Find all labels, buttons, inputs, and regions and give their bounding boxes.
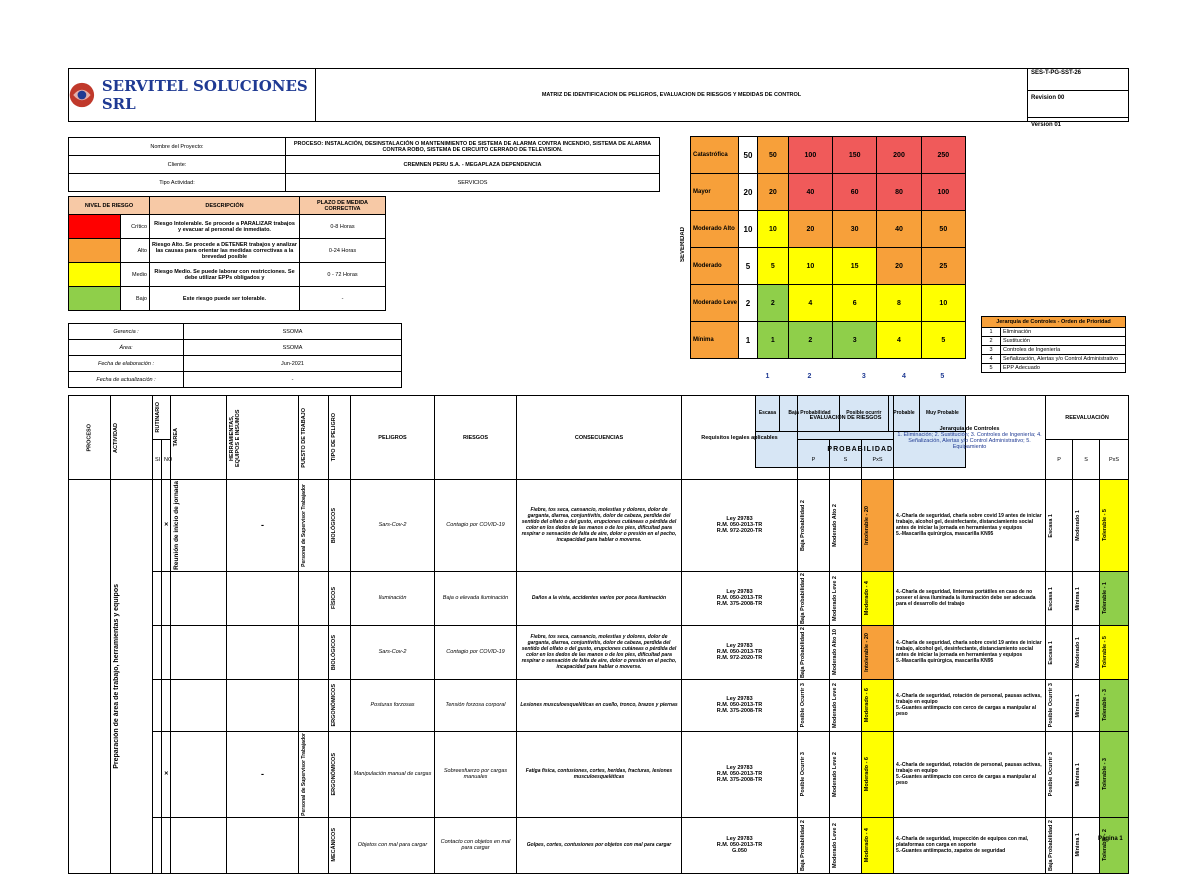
herramientas-cell: [227, 571, 299, 625]
eval-pxs-cell: Intolerable - 20: [864, 506, 870, 545]
matrix-cell: 150: [833, 137, 877, 174]
matrix-cell: 3: [833, 322, 877, 359]
legend-color-alto: [69, 239, 121, 263]
tarea-cell: Reunión de inicio de jornada: [173, 481, 180, 570]
matrix-row: [691, 137, 966, 174]
prob-num-5: 5: [919, 359, 965, 395]
activity-type-label: Tipo Actividad:: [69, 174, 286, 192]
legend-header-term: PLAZO DE MEDIDA CORRECTIVA: [300, 197, 386, 215]
control-cell: 4.-Charla de seguridad, charla sobre covid 19 antes de iniciar trabajo, alcohol gel, desinfectante, distanciamiento social antes de iniciar la jornada en herramientas y equipos 5.-Mascarilla quirúrgica, mascarilla KN95: [894, 625, 1046, 679]
col-reevaluacion: REEVALUACIÓN: [1046, 396, 1129, 440]
matrix-cell: 8: [877, 285, 921, 322]
legend-level-bajo: Bajo: [121, 287, 150, 311]
legend-level-medio: Medio: [121, 263, 150, 287]
matrix-row: [691, 174, 966, 211]
client-label: Cliente:: [69, 156, 286, 174]
legend-header-desc: DESCRIPCIÓN: [150, 197, 300, 215]
consecuencias-cell: Fiebre, tos seca, cansancio, molestias y dolores, dolor de garganta, diarrea, conjuntivitis, dolor de cabeza, perdida del sentido del olfato o del gusto, erupciones cutáneas o pérdida del color en los dedos de las manos o de los pies, dificultad para respirar o sensación de falta de aire, dolor o presión en el pecho, incapacidad para hablar o moverse.: [517, 625, 682, 679]
logo-box: [68, 68, 316, 122]
table-row: [69, 480, 1129, 572]
matrix-cell: 100: [788, 137, 832, 174]
severity-value: 1: [739, 322, 758, 359]
riesgo-cell: Tensión forzosa corporal: [435, 679, 517, 731]
rutinario-si: [153, 480, 162, 572]
eval-p-cell: Posible Ocurrir 3: [800, 683, 806, 728]
tipo-peligro-cell: ERGONÓMICOS: [331, 753, 337, 796]
prob-num-2: 2: [780, 359, 839, 395]
col-eval-p: P: [798, 440, 830, 480]
matrix-cell: 2: [758, 285, 789, 322]
fecha-actualizacion-value: -: [184, 372, 402, 388]
legend-desc-critico: Riesgo Intolerable. Se procede a PARALIZAR trabajos y evacuar al personal de inmediato.: [150, 215, 300, 239]
gerencia-value: SSOMA: [184, 324, 402, 340]
matrix-cell: 50: [758, 137, 789, 174]
reeval-pxs-cell: Tolerable - 3: [1102, 689, 1109, 722]
severity-axis-label: SEVERIDAD: [680, 226, 686, 262]
matrix-cell: 20: [788, 211, 832, 248]
peligro-cell: Sars-Cov-2: [351, 480, 435, 572]
col-no: NO: [162, 440, 171, 480]
matrix-cell: 40: [788, 174, 832, 211]
reeval-p-cell: Posible Ocurrir 3: [1048, 683, 1055, 728]
fecha-elaboracion-value: Jun-2021: [184, 356, 402, 372]
reeval-s-cell: Moderado 1: [1075, 636, 1082, 668]
eval-s-cell: Moderado Alto 2: [832, 503, 838, 547]
severity-label: Mínima: [691, 322, 739, 359]
matrix-row: [691, 322, 966, 359]
rutinario-no: [162, 679, 171, 731]
riesgo-cell: Sobreesfuerzo por cargas manuales: [435, 731, 517, 817]
matrix-cell: 15: [833, 248, 877, 285]
doc-revision: Revision 00: [1028, 91, 1129, 118]
eval-pxs-cell: Intolerable - 20: [864, 633, 870, 672]
col-jerarquia: [894, 396, 1046, 480]
eval-pxs-cell: Moderado - 6: [864, 757, 870, 792]
client-value: CREMNEN PERU S.A. - MEGAPLAZA DEPENDENCIA: [286, 156, 660, 174]
rutinario-si: [153, 625, 162, 679]
reeval-p-cell: Escasa 1: [1048, 586, 1055, 611]
rutinario-no: [162, 817, 171, 873]
fecha-actualizacion-label: Fecha de actualización :: [69, 372, 184, 388]
prob-label-5: Muy Probable: [919, 395, 965, 431]
matrix-cell: 80: [877, 174, 921, 211]
hierarchy-num-3: 3: [982, 346, 1001, 355]
matrix-cell: 5: [758, 248, 789, 285]
table-row: [69, 679, 1129, 731]
matrix-cell: 1: [758, 322, 789, 359]
table-row: [69, 571, 1129, 625]
riesgo-cell: Contacto con objetos en mal para cargar: [435, 817, 517, 873]
hierarchy-item-1: Eliminación: [1001, 328, 1126, 337]
eval-p-cell: Baja Probabilidad 2: [800, 572, 806, 624]
matrix-cell: 250: [921, 137, 965, 174]
prob-num-3: 3: [839, 359, 889, 395]
col-proceso: PROCESO: [86, 423, 93, 452]
eval-pxs-cell: Moderado - 6: [864, 688, 870, 723]
matrix-cell: 10: [921, 285, 965, 322]
company-logo-icon: [68, 79, 96, 111]
prob-label-1: Escasa: [755, 395, 780, 431]
col-reeval-p: P: [1046, 440, 1073, 480]
requisitos-cell: Ley 29783 R.M. 050-2013-TR R.M. 375-2008-TR: [682, 731, 798, 817]
project-info: [68, 137, 660, 192]
requisitos-cell: Ley 29783 R.M. 050-2013-TR R.M. 375-2008-TR: [682, 571, 798, 625]
riesgo-cell: Contagio por COVID-19: [435, 625, 517, 679]
legend-header-level: NIVEL DE RIESGO: [69, 197, 150, 215]
col-rutinario: RUTINARIO: [155, 402, 161, 433]
severity-value: 2: [739, 285, 758, 322]
rutinario-no: [162, 625, 171, 679]
legend-desc-alto: Riesgo Alto. Se procede a DETENER trabajos y analizar las causas para orientar las medidas correctivas a la brevedad posible: [150, 239, 300, 263]
rutinario-si: [153, 731, 162, 817]
col-reeval-pxs: PxS: [1100, 440, 1129, 480]
peligro-cell: Posturas forzosas: [351, 679, 435, 731]
severity-value: 5: [739, 248, 758, 285]
requisitos-cell: Ley 29783 R.M. 050-2013-TR G.050: [682, 817, 798, 873]
eval-s-cell: Moderado Leve 2: [832, 682, 838, 728]
page-number: Página 1: [1098, 836, 1123, 842]
consecuencias-cell: Daños a la vista, accidentes varios por poca iluminación: [517, 571, 682, 625]
reeval-s-cell: Mínima 1: [1075, 586, 1082, 611]
prob-num-1: 1: [755, 359, 780, 395]
matrix-row: [691, 248, 966, 285]
col-peligros: PELIGROS: [351, 396, 435, 480]
legend-term-bajo: -: [300, 287, 386, 311]
doc-code-box: [1027, 68, 1129, 128]
reeval-s-cell: Moderado 1: [1075, 509, 1082, 541]
consecuencias-cell: Lesiones musculoesqueléticas en cuello, tronco, brazos y piernas: [517, 679, 682, 731]
rutinario-si: [153, 571, 162, 625]
riesgo-cell: Contagio por COVID-19: [435, 480, 517, 572]
col-herramientas: HERRAMIENTAS, EQUIPOS E INSUMOS: [229, 408, 241, 467]
control-cell: 4.-Charla de seguridad, inspección de equipos con mal, plataformas con carga en soporte 5.-Guantes antiimpacto, zapatos de seguridad: [894, 817, 1046, 873]
matrix-cell: 2: [788, 322, 832, 359]
tipo-peligro-cell: BIOLÓGICOS: [331, 507, 337, 543]
probability-axis-label: PROBABILIDAD: [755, 431, 966, 467]
matrix-cell: 20: [877, 248, 921, 285]
rutinario-si: [153, 679, 162, 731]
puesto-cell: Personal de Supervisor Trabajador: [301, 484, 307, 567]
reeval-pxs-cell: Tolerable - 2: [1102, 829, 1109, 862]
peligro-cell: Manipulación manual de cargas: [351, 731, 435, 817]
col-puesto: PUESTO DE TRABAJO: [301, 407, 307, 468]
eval-p-cell: Baja Probabilidad 2: [800, 499, 806, 551]
col-eval-pxs: PxS: [862, 440, 894, 480]
reeval-p-cell: Escasa 1: [1048, 513, 1055, 538]
col-si: SI: [153, 440, 162, 480]
severity-label: Catastrófica: [691, 137, 739, 174]
area-label: Área:: [69, 340, 184, 356]
hierarchy-num-1: 1: [982, 328, 1001, 337]
reeval-pxs-cell: Tolerable - 1: [1102, 582, 1109, 615]
eval-p-cell: Baja Probabilidad 2: [800, 626, 806, 678]
matrix-cell: 20: [758, 174, 789, 211]
reeval-s-cell: Mínima 1: [1075, 693, 1082, 718]
hierarchy-num-5: 5: [982, 364, 1001, 373]
consecuencias-cell: Fiebre, tos seca, cansancio, molestias y dolores, dolor de garganta, diarrea, conjuntivitis, dolor de cabeza, perdida del sentido del olfato o del gusto, erupciones cutáneas o pérdida del color en los dedos de las manos o de los pies, dificultad para respirar o sensación de falta de aire, dolor o presión en el pecho, incapacidad para hablar o moverse.: [517, 480, 682, 572]
document-title: MATRIZ DE IDENTIFICACION DE PELIGROS, EVALUACION DE RIESGOS Y MEDIDAS DE CONTROL: [541, 91, 802, 98]
matrix-cell: 6: [833, 285, 877, 322]
eval-s-cell: Moderado Alto 10: [832, 629, 838, 676]
tipo-peligro-cell: ERGONÓMICOS: [331, 684, 337, 727]
herramientas-cell: [227, 679, 299, 731]
control-hierarchy-legend: [981, 316, 1126, 373]
matrix-cell: 4: [788, 285, 832, 322]
table-row: [69, 731, 1129, 817]
severity-label: Moderado Alto: [691, 211, 739, 248]
eval-p-cell: Baja Probabilidad 2: [800, 819, 806, 871]
prob-label-4: Probable: [889, 395, 920, 431]
rutinario-no: ✕: [162, 731, 171, 817]
hierarchy-title: Jerarquía de Controles - Orden de Prioridad: [982, 317, 1126, 328]
control-cell: 4.-Charla de seguridad, charla sobre covid 19 antes de iniciar trabajo, alcohol gel, desinfectante, distanciamiento social antes de iniciar la jornada en herramientas y equipos 5.-Mascarilla quirúrgica, mascarilla KN95: [894, 480, 1046, 572]
gerencia-label: Gerencia :: [69, 324, 184, 340]
peligro-cell: Sars-Cov-2: [351, 625, 435, 679]
meta-fields: [68, 323, 402, 388]
col-requisitos: Requisitos legales aplicables: [682, 396, 798, 480]
legend-term-critico: 0-8 Horas: [300, 215, 386, 239]
col-consecuencias: CONSECUENCIAS: [517, 396, 682, 480]
matrix-cell: 25: [921, 248, 965, 285]
severity-label: Moderado Leve: [691, 285, 739, 322]
requisitos-cell: Ley 29783 R.M. 050-2013-TR R.M. 972-2020-TR: [682, 480, 798, 572]
control-cell: 4.-Charla de seguridad, linternas portátiles en caso de no poseer el área iluminada la iluminación debe ser adecuada para el desarrollo del trabajo: [894, 571, 1046, 625]
col-jerarquia-sub: 1. Eliminación; 2. Sustitución; 3. Controles de Ingeniería; 4. Señalización, Alertas y/o Control Administrativo; 5. Equipamiento: [897, 431, 1042, 450]
reeval-p-cell: Baja Probabilidad 2: [1048, 819, 1055, 871]
prob-label-3: Posible ocurrir: [839, 395, 889, 431]
col-reeval-s: S: [1073, 440, 1100, 480]
matrix-cell: 200: [877, 137, 921, 174]
requisitos-cell: Ley 29783 R.M. 050-2013-TR R.M. 972-2020-TR: [682, 625, 798, 679]
table-row: [69, 817, 1129, 873]
consecuencias-cell: Fatiga física, contusiones, cortes, heridas, fracturas, lesiones musculoesqueléticas: [517, 731, 682, 817]
col-evaluacion: EVALUACIÓN DE RIESGOS: [798, 396, 894, 440]
matrix-cell: 100: [921, 174, 965, 211]
tipo-peligro-cell: MECÁNICOS: [331, 828, 337, 863]
col-actividad: ACTIVIDAD: [113, 422, 119, 453]
severity-label: Moderado: [691, 248, 739, 285]
consecuencias-cell: Golpes, cortes, contusiones por objetos con mal para cargar: [517, 817, 682, 873]
legend-desc-bajo: Este riesgo puede ser tolerable.: [150, 287, 300, 311]
matrix-cell: 50: [921, 211, 965, 248]
matrix-cell: 60: [833, 174, 877, 211]
reeval-pxs-cell: Tolerable - 5: [1102, 636, 1109, 669]
eval-s-cell: Moderado Leve 2: [832, 751, 838, 797]
col-eval-s: S: [830, 440, 862, 480]
doc-code: SES-T-PG-SST-26: [1028, 68, 1129, 91]
eval-s-cell: Moderado Leve 2: [832, 822, 838, 868]
eval-p-cell: Posible Ocurrir 3: [800, 752, 806, 797]
actividad-cell: Preparación de área de trabajo, herramientas y equipos: [113, 583, 120, 769]
col-riesgos: RIESGOS: [435, 396, 517, 480]
matrix-row: [691, 211, 966, 248]
peligro-cell: Iluminación: [351, 571, 435, 625]
rutinario-no: [162, 571, 171, 625]
tipo-peligro-cell: FÍSICOS: [331, 587, 337, 610]
hierarchy-item-4: Señalización, Alertas y/o Control Administrativo: [1001, 355, 1126, 364]
matrix-cell: 5: [921, 322, 965, 359]
prob-num-4: 4: [889, 359, 920, 395]
herramientas-cell: [227, 625, 299, 679]
legend-desc-medio: Riesgo Medio. Se puede laborar con restricciones. Se debe utilizar EPPs obligados y: [150, 263, 300, 287]
matrix-cell: 4: [877, 322, 921, 359]
legend-color-medio: [69, 263, 121, 287]
hierarchy-item-3: Controles de Ingeniería: [1001, 346, 1126, 355]
area-value: SSOMA: [184, 340, 402, 356]
col-tarea: TAREA: [173, 428, 179, 447]
reeval-s-cell: Mínima 1: [1075, 833, 1082, 858]
matrix-cell: 30: [833, 211, 877, 248]
risk-legend: [68, 196, 386, 311]
herramientas-cell: [227, 817, 299, 873]
legend-level-critico: Crítico: [121, 215, 150, 239]
legend-level-alto: Alto: [121, 239, 150, 263]
matrix-cell: 40: [877, 211, 921, 248]
herramientas-cell: -: [227, 480, 299, 572]
proceso-cell: [69, 480, 111, 874]
severity-label: Mayor: [691, 174, 739, 211]
col-tipo-peligro: TIPO DE PELIGRO: [331, 413, 337, 462]
reeval-s-cell: Mínima 1: [1075, 762, 1082, 787]
control-cell: 4.-Charla de seguridad, rotación de personal, pausas activas, trabajo en equipo 5.-Guantes antiimpacto con cerco de cargas a manipular al peso: [894, 731, 1046, 817]
col-jerarquia-title: Jerarquía de Controles: [939, 425, 1000, 432]
project-name-value: PROCESO: INSTALACIÓN, DESINSTALACIÓN O MANTENIMIENTO DE SISTEMA DE ALARMA CONTRA INCENDIO, SISTEMA DE ALARMA CONTRA ROBO, SISTEMA DE CIRCUITO CERRADO DE TELEVISION.: [286, 138, 660, 156]
tipo-peligro-cell: BIOLÓGICOS: [331, 634, 337, 670]
hierarchy-num-4: 4: [982, 355, 1001, 364]
riesgo-cell: Baja o elevada iluminación: [435, 571, 517, 625]
reeval-p-cell: Posible Ocurrir 3: [1048, 752, 1055, 797]
rutinario-no: ✕: [162, 480, 171, 572]
rutinario-si: [153, 817, 162, 873]
table-row: [69, 625, 1129, 679]
matrix-cell: 10: [788, 248, 832, 285]
requisitos-cell: Ley 29783 R.M. 050-2013-TR R.M. 375-2008-TR: [682, 679, 798, 731]
eval-pxs-cell: Moderado - 4: [864, 828, 870, 863]
doc-version: Version 01: [1031, 122, 1062, 128]
control-cell: 4.-Charla de seguridad, rotación de personal, pausas activas, trabajo en equipo 5.-Guantes antiimpacto con cerco de cargas a manipular al peso: [894, 679, 1046, 731]
severity-value: 50: [739, 137, 758, 174]
peligro-cell: Objetos con mal para cargar: [351, 817, 435, 873]
severity-value: 20: [739, 174, 758, 211]
legend-color-bajo: [69, 287, 121, 311]
severity-value: 10: [739, 211, 758, 248]
puesto-cell: Personal de Supervisor Trabajador: [301, 732, 307, 816]
prob-label-2: Baja Probabilidad: [780, 395, 839, 431]
reeval-pxs-cell: Tolerable - 3: [1102, 758, 1109, 791]
activity-type-value: SERVICIOS: [286, 174, 660, 192]
matrix-row: [691, 285, 966, 322]
reeval-p-cell: Escasa 1: [1048, 640, 1055, 665]
project-name-label: Nombre del Proyecto:: [69, 138, 286, 156]
legend-term-alto: 0-24 Horas: [300, 239, 386, 263]
matrix-cell: 10: [758, 211, 789, 248]
eval-s-cell: Moderado Leve 2: [832, 575, 838, 621]
hazard-table: [68, 395, 1129, 874]
legend-color-critico: [69, 215, 121, 239]
herramientas-cell: -: [227, 731, 299, 817]
eval-pxs-cell: Moderado - 4: [864, 581, 870, 616]
legend-term-medio: 0 - 72 Horas: [300, 263, 386, 287]
reeval-pxs-cell: Tolerable - 5: [1102, 509, 1109, 542]
hierarchy-item-2: Sustitución: [1001, 337, 1126, 346]
fecha-elaboracion-label: Fecha de elaboración :: [69, 356, 184, 372]
logo-text: SERVITEL SOLUCIONES SRL: [101, 77, 308, 113]
hierarchy-item-5: EPP Adecuado: [1001, 364, 1126, 373]
hierarchy-num-2: 2: [982, 337, 1001, 346]
